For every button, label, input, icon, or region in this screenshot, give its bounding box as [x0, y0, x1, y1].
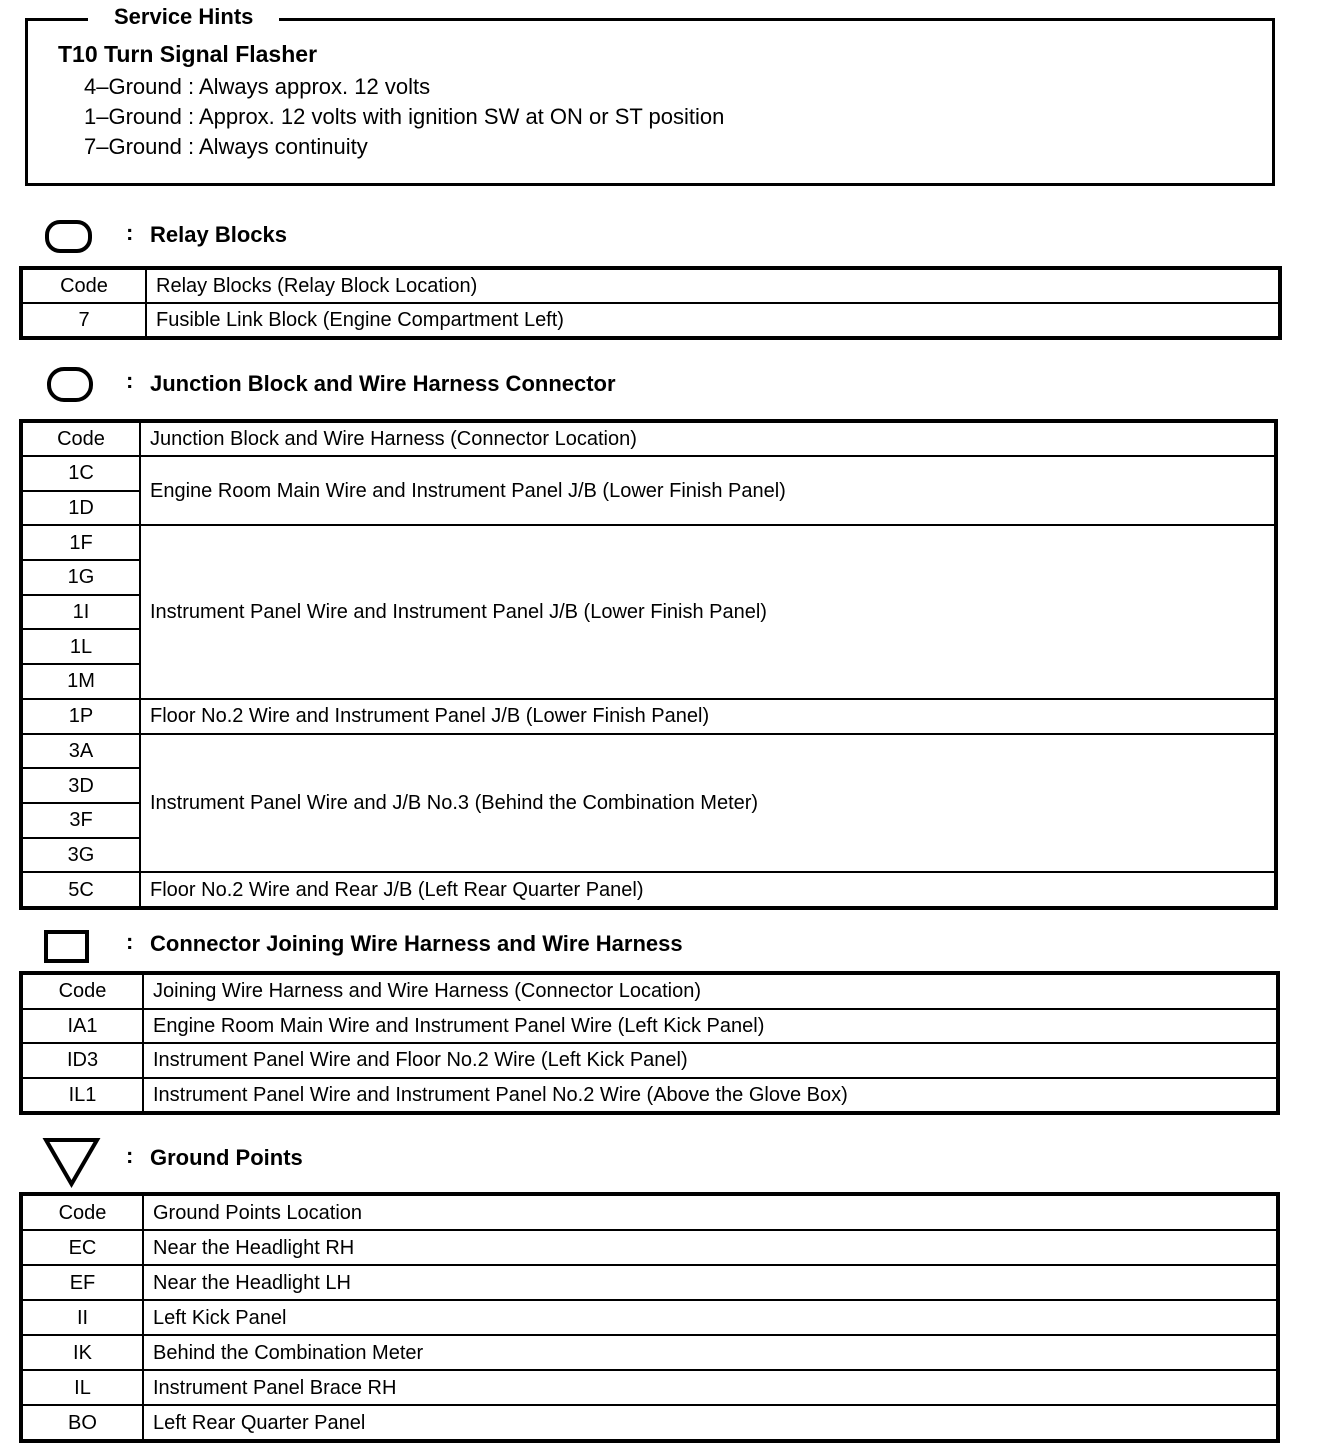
connector-title: Connector Joining Wire Harness and Wire Harness — [150, 931, 683, 956]
code-cell: 1D — [22, 491, 140, 526]
ground-points-table — [21, 1194, 1278, 1441]
location-header: Joining Wire Harness and Wire Harness (Connector Location) — [143, 974, 1277, 1009]
code-cell: 1M — [22, 664, 140, 699]
relay-blocks-colon: : — [126, 220, 134, 245]
connector-colon: : — [126, 929, 134, 954]
table-row — [22, 525, 1275, 560]
table-row — [22, 1370, 1277, 1405]
relay-blocks-table — [21, 268, 1280, 338]
code-cell: II — [22, 1300, 143, 1335]
service-hint-line: 7–Ground : Always continuity — [84, 134, 368, 159]
code-header: Code — [22, 422, 140, 456]
location-cell: Left Rear Quarter Panel — [143, 1405, 1277, 1440]
table-row — [22, 734, 1275, 769]
code-cell: 1P — [22, 699, 140, 734]
location-cell: Floor No.2 Wire and Rear J/B (Left Rear Quarter Panel) — [140, 872, 1275, 907]
location-header: Ground Points Location — [143, 1195, 1277, 1230]
code-cell: BO — [22, 1405, 143, 1440]
code-cell: 3D — [22, 768, 140, 803]
table-header-row — [22, 422, 1275, 456]
location-cell: Floor No.2 Wire and Instrument Panel J/B (Lower Finish Panel) — [140, 699, 1275, 734]
relay-blocks-title: Relay Blocks — [150, 222, 287, 247]
code-cell: 1F — [22, 525, 140, 560]
location-cell: Behind the Combination Meter — [143, 1335, 1277, 1370]
code-cell: 3G — [22, 838, 140, 873]
table-row — [22, 1335, 1277, 1370]
service-hint-line: 4–Ground : Always approx. 12 volts — [84, 74, 431, 99]
location-cell: Engine Room Main Wire and Instrument Panel J/B (Lower Finish Panel) — [140, 456, 1275, 525]
location-cell: Engine Room Main Wire and Instrument Panel Wire (Left Kick Panel) — [143, 1009, 1277, 1044]
junction-title: Junction Block and Wire Harness Connector — [150, 371, 616, 396]
table-row — [22, 456, 1275, 491]
location-cell: Near the Headlight LH — [143, 1265, 1277, 1300]
table-row — [22, 872, 1275, 907]
junction-block-table — [21, 421, 1276, 908]
connector-icon — [43, 929, 91, 965]
code-cell: 7 — [22, 303, 146, 337]
table-row — [22, 1009, 1277, 1044]
connector-table — [21, 973, 1278, 1113]
code-cell: IA1 — [22, 1009, 143, 1044]
code-cell: 1I — [22, 595, 140, 630]
location-cell: Instrument Panel Wire and Floor No.2 Wire (Left Kick Panel) — [143, 1043, 1277, 1078]
code-cell: IK — [22, 1335, 143, 1370]
code-cell: 3A — [22, 734, 140, 769]
ground-points-title: Ground Points — [150, 1145, 303, 1170]
location-cell: Near the Headlight RH — [143, 1230, 1277, 1265]
service-hint-line: 1–Ground : Approx. 12 volts with ignition SW at ON or ST position — [84, 104, 725, 129]
table-row — [22, 1043, 1277, 1078]
table-header-row — [22, 1195, 1277, 1230]
table-row — [22, 303, 1279, 337]
code-cell: 3F — [22, 803, 140, 838]
table-row — [22, 1265, 1277, 1300]
code-cell: IL1 — [22, 1078, 143, 1113]
table-row — [22, 699, 1275, 734]
code-cell: IL — [22, 1370, 143, 1405]
location-cell: Left Kick Panel — [143, 1300, 1277, 1335]
code-cell: ID3 — [22, 1043, 143, 1078]
location-cell: Instrument Panel Brace RH — [143, 1370, 1277, 1405]
code-cell: 5C — [22, 872, 140, 907]
relay-block-icon — [44, 219, 94, 255]
code-cell: 1L — [22, 629, 140, 664]
table-row — [22, 1078, 1277, 1113]
code-cell: EC — [22, 1230, 143, 1265]
table-header-row — [22, 269, 1279, 303]
service-hints-title: Service Hints — [88, 4, 279, 30]
code-cell: EF — [22, 1265, 143, 1300]
code-header: Code — [22, 1195, 143, 1230]
ground-points-colon: : — [126, 1143, 134, 1168]
code-header: Code — [22, 269, 146, 303]
table-row — [22, 1230, 1277, 1265]
code-cell: 1G — [22, 560, 140, 595]
location-cell: Instrument Panel Wire and J/B No.3 (Behind the Combination Meter) — [140, 734, 1275, 873]
location-header: Junction Block and Wire Harness (Connector Location) — [140, 422, 1275, 456]
junction-block-icon — [46, 366, 96, 404]
location-header: Relay Blocks (Relay Block Location) — [146, 269, 1279, 303]
table-row — [22, 1300, 1277, 1335]
table-row — [22, 1405, 1277, 1440]
junction-colon: : — [126, 368, 134, 393]
service-hints-heading: T10 Turn Signal Flasher — [58, 41, 318, 67]
code-header: Code — [22, 974, 143, 1009]
location-cell: Instrument Panel Wire and Instrument Panel J/B (Lower Finish Panel) — [140, 525, 1275, 698]
location-cell: Instrument Panel Wire and Instrument Panel No.2 Wire (Above the Glove Box) — [143, 1078, 1277, 1113]
location-cell: Fusible Link Block (Engine Compartment Left) — [146, 303, 1279, 337]
table-header-row — [22, 974, 1277, 1009]
ground-point-icon — [42, 1136, 102, 1188]
code-cell: 1C — [22, 456, 140, 491]
